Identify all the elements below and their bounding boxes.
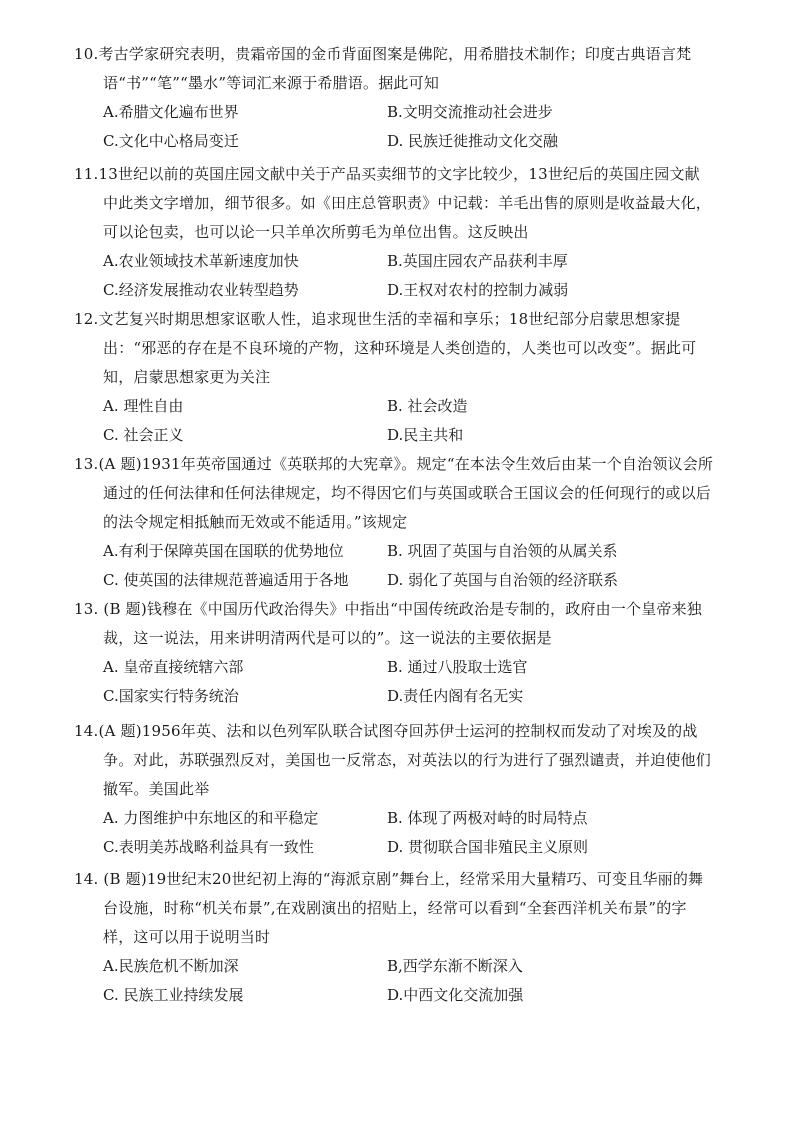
question-stem xyxy=(74,717,715,804)
option-c[interactable]: C.经济发展推动农业转型趋势 xyxy=(103,281,299,299)
question-number: 11. xyxy=(74,165,99,183)
question-stem xyxy=(74,450,715,537)
question-stem xyxy=(74,40,715,98)
question-10 xyxy=(74,40,715,156)
option-b[interactable]: B. 巩固了英国与自治领的从属关系 xyxy=(387,542,618,560)
option-c[interactable]: C. 民族工业持续发展 xyxy=(103,986,244,1004)
question-11 xyxy=(74,160,715,305)
options xyxy=(103,653,715,711)
question-text: (A 题)1956年英、法和以色列军队联合试图夺回苏伊士运河的控制权而发动了对埃及的战争。对此，苏联强烈反对，美国也一反常态，对英法以的行为进行了强烈谴责，并迫使他们撤军。美国此举 xyxy=(98,722,712,798)
option-b[interactable]: B,西学东渐不断深入 xyxy=(387,957,523,975)
option-a[interactable]: A. 力图维护中东地区的和平稳定 xyxy=(103,809,319,827)
option-a[interactable]: A. 理性自由 xyxy=(103,397,184,415)
options xyxy=(103,537,715,595)
option-b[interactable]: B. 体现了两极对峙的时局特点 xyxy=(387,809,588,827)
option-c[interactable]: C.表明美苏战略利益具有一致性 xyxy=(103,838,314,856)
question-stem xyxy=(74,160,715,247)
option-b[interactable]: B. 通过八股取士选官 xyxy=(387,658,528,676)
question-stem xyxy=(74,865,715,952)
question-number: 13. xyxy=(74,455,99,473)
option-a[interactable]: A.农业领域技术革新速度加快 xyxy=(103,252,299,270)
question-text: (B 题)19世纪末20世纪初上海的“海派京剧”舞台上，经常采用大量精巧、可变且华丽的舞台设施，时称“机关布景”,在戏剧演出的招贴上，经常可以看到“全套西洋机关布景”的字样，这可以用于说明当时 xyxy=(98,870,704,946)
options xyxy=(103,247,715,305)
option-d[interactable]: D. 民族迁徙推动文化交融 xyxy=(387,132,559,150)
option-b[interactable]: B.英国庄园农产品获利丰厚 xyxy=(387,252,568,270)
options xyxy=(103,804,715,862)
option-a[interactable]: A. 皇帝直接统辖六部 xyxy=(103,658,244,676)
question-12 xyxy=(74,305,715,450)
options xyxy=(103,952,715,1010)
options xyxy=(103,392,715,450)
option-c[interactable]: C. 使英国的法律规范普遍适用于各地 xyxy=(103,571,349,589)
question-text: (B 题)钱穆在《中国历代政治得失》中指出“中国传统政治是专制的，政府由一个皇帝来独裁，这一说法，用来讲明清两代是可以的”。这一说法的主要依据是 xyxy=(98,600,703,647)
option-d[interactable]: D.民主共和 xyxy=(387,426,464,444)
question-13a xyxy=(74,450,715,595)
question-text: 13世纪以前的英国庄园文献中关于产品买卖细节的文字比较少，13世纪后的英国庄园文献中此类文字增加，细节很多。如《田庄总管职责》中记载：羊毛出售的原则是收益最大化，可以论包卖，也可以论一只羊单次所剪毛为单位出售。这反映出 xyxy=(98,165,712,241)
question-stem xyxy=(74,595,715,653)
option-d[interactable]: D. 弱化了英国与自治领的经济联系 xyxy=(387,571,619,589)
option-a[interactable]: A.有利于保障英国在国联的优势地位 xyxy=(103,542,344,560)
question-text: 文艺复兴时期思想家讴歌人性，追求现世生活的幸福和享乐；18世纪部分启蒙思想家提出：“邪恶的存在是不良环境的产物，这种环境是人类创造的，人类也可以改变”。据此可知，启蒙思想家更为关注 xyxy=(98,310,697,386)
option-d[interactable]: D.中西文化交流加强 xyxy=(387,986,524,1004)
option-b[interactable]: B. 社会改造 xyxy=(387,397,468,415)
question-number: 13. xyxy=(74,600,99,618)
option-a[interactable]: A.民族危机不断加深 xyxy=(103,957,239,975)
option-d[interactable]: D. 贯彻联合国非殖民主义原则 xyxy=(387,838,589,856)
question-14a xyxy=(74,717,715,862)
option-c[interactable]: C.国家实行特务统治 xyxy=(103,687,239,705)
option-a[interactable]: A.希腊文化遍布世界 xyxy=(103,103,239,121)
option-b[interactable]: B.文明交流推动社会进步 xyxy=(387,103,553,121)
option-c[interactable]: C. 社会正义 xyxy=(103,426,184,444)
options xyxy=(103,98,715,156)
question-stem xyxy=(74,305,715,392)
option-d[interactable]: D.责任内阁有名无实 xyxy=(387,687,524,705)
option-c[interactable]: C.文化中心格局变迁 xyxy=(103,132,239,150)
question-number: 14. xyxy=(74,870,99,888)
question-number: 14. xyxy=(74,722,99,740)
option-d[interactable]: D.王权对农村的控制力减弱 xyxy=(387,281,569,299)
question-text: 考古学家研究表明，贵霜帝国的金币背面图案是佛陀，用希腊技术制作；印度古典语言梵语“书”“笔”“墨水”等词汇来源于希腊语。据此可知 xyxy=(98,45,692,92)
question-13b xyxy=(74,595,715,711)
question-number: 10. xyxy=(74,45,99,63)
question-number: 12. xyxy=(74,310,99,328)
question-text: (A 题)1931年英帝国通过《英联邦的大宪章》。规定“在本法令生效后由某一个自治领议会所通过的任何法律和任何法律规定，均不得因它们与英国或联合王国议会的任何现行的或以后的法令规定相抵触而无效或不能适用。”该规定 xyxy=(98,455,714,531)
question-14b xyxy=(74,865,715,1010)
